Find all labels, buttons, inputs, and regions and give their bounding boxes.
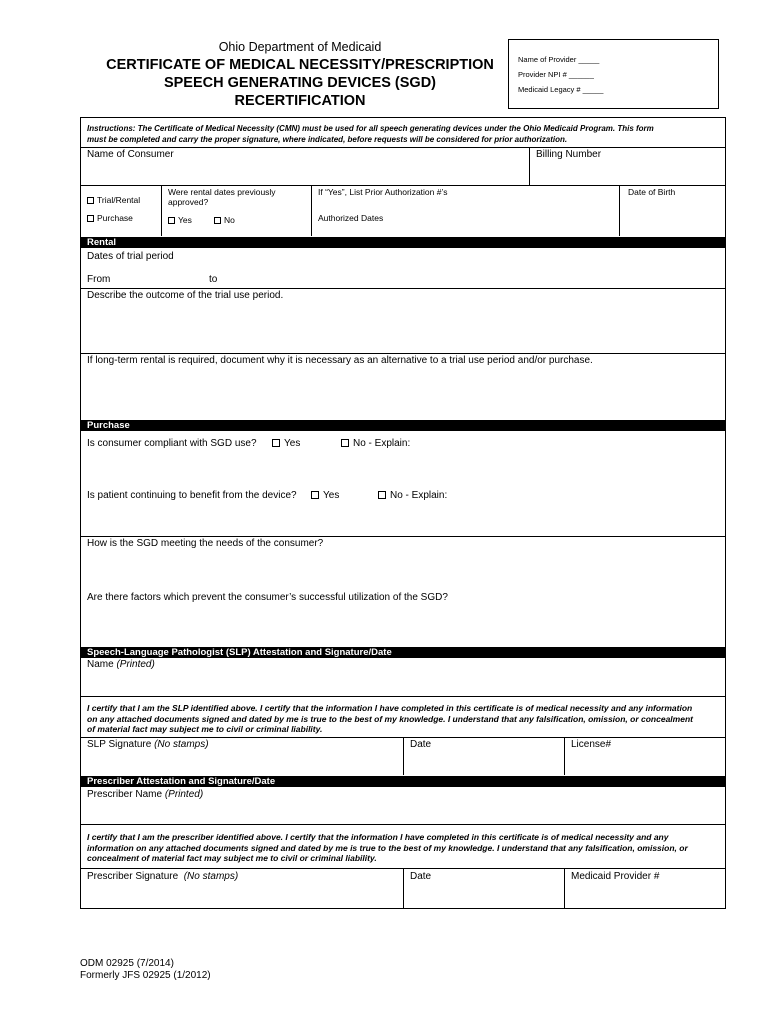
instructions xyxy=(87,124,654,145)
prescriber-signature-label: Prescriber Signature (No stamps) xyxy=(87,871,239,882)
prior-auth-label: If “Yes”, List Prior Authorization #’s xyxy=(318,187,448,197)
slp-date-label: Date xyxy=(410,739,432,750)
slp-certification: I certify that I am the SLP identified above. I certify that the information I have completed in this certificate is of medical necessity and any information on any attached documents signed and dated by me is true to the best of my knowledge. I understand that any falsification, omission, or concealment of material fact may subject me to civil or criminal liability. xyxy=(87,703,693,734)
benefit-no-checkbox[interactable] xyxy=(378,491,386,499)
form-title xyxy=(80,56,520,110)
rental-section-heading: Rental xyxy=(81,237,725,248)
rental-yes-checkbox[interactable] xyxy=(168,217,175,224)
compliant-question: Is consumer compliant with SGD use? xyxy=(87,438,257,449)
to-label: to xyxy=(209,274,218,285)
prescriber-section-heading: Prescriber Attestation and Signature/Date xyxy=(81,776,725,787)
form-number: ODM 02925 (7/2014) xyxy=(80,958,174,969)
slp-section-heading: Speech-Language Pathologist (SLP) Attestation and Signature/Date xyxy=(81,647,725,658)
provider-npi-field[interactable]: Provider NPI # ______ xyxy=(518,70,594,79)
prescriber-name-label: Prescriber Name (Printed) xyxy=(87,789,204,800)
prescriber-certification: I certify that I am the prescriber identified above. I certify that the information I have completed in this certificate is of medical necessity and any information on any attached documents signed and dated by me is true to the best of my knowledge. I understand that any falsification, omission, or concealment of material fact may subject me to civil or criminal liability. xyxy=(87,832,688,863)
purchase-option[interactable]: Purchase xyxy=(87,213,133,223)
formerly-form-number: Formerly JFS 02925 (1/2012) xyxy=(80,970,211,981)
benefit-question: Is patient continuing to benefit from the device? xyxy=(87,490,297,501)
compliant-no-checkbox[interactable] xyxy=(341,439,349,447)
department-name: Ohio Department of Medicaid xyxy=(218,40,382,54)
sgd-needs-question: How is the SGD meeting the needs of the consumer? xyxy=(87,538,324,549)
compliant-yes[interactable]: Yes xyxy=(272,438,300,449)
title-line-2: SPEECH GENERATING DEVICES (SGD) xyxy=(163,75,437,91)
provider-name-field[interactable]: Name of Provider _____ xyxy=(518,55,600,64)
billing-number-label: Billing Number xyxy=(536,149,602,160)
medicaid-legacy-field[interactable]: Medicaid Legacy # _____ xyxy=(518,85,604,94)
benefit-yes-checkbox[interactable] xyxy=(311,491,319,499)
slp-signature-label: SLP Signature (No stamps) xyxy=(87,739,209,750)
compliant-no[interactable]: No - Explain: xyxy=(341,438,410,449)
form-footer xyxy=(80,958,211,982)
slp-name-label: Name (Printed) xyxy=(87,659,155,670)
trial-rental-checkbox[interactable] xyxy=(87,197,94,204)
title-line-3: RECERTIFICATION xyxy=(234,93,366,109)
from-label: From xyxy=(87,274,111,285)
medicaid-provider-label: Medicaid Provider # xyxy=(571,871,660,882)
compliant-yes-checkbox[interactable] xyxy=(272,439,280,447)
rental-approved-yes[interactable]: Yes xyxy=(168,215,192,225)
rental-approved-no[interactable]: No xyxy=(214,215,235,225)
purchase-section-heading: Purchase xyxy=(81,420,725,431)
sgd-factors-question: Are there factors which prevent the consumer’s successful utilization of the SGD? xyxy=(87,592,448,603)
trial-rental-option[interactable]: Trial/Rental xyxy=(87,195,140,205)
cmn-form xyxy=(80,117,726,909)
slp-license-label: License# xyxy=(571,739,612,750)
title-line-1: CERTIFICATE OF MEDICAL NECESSITY/PRESCRIPTION xyxy=(106,57,494,73)
trial-outcome-label: Describe the outcome of the trial use period. xyxy=(87,290,284,301)
purchase-checkbox[interactable] xyxy=(87,215,94,222)
date-of-birth-label: Date of Birth xyxy=(628,187,676,197)
consumer-name-label: Name of Consumer xyxy=(87,149,174,160)
long-term-rental-label: If long-term rental is required, document why it is necessary as an alternative to a trial use period and/or purchase. xyxy=(87,355,593,366)
dates-trial-label: Dates of trial period xyxy=(87,251,174,262)
rental-dates-question: Were rental dates previously approved? xyxy=(168,187,276,207)
benefit-no[interactable]: No - Explain: xyxy=(378,490,447,501)
rental-no-checkbox[interactable] xyxy=(214,217,221,224)
prescriber-date-label: Date xyxy=(410,871,432,882)
instructions-line-1: Instructions: The Certificate of Medical Necessity (CMN) must be used for all speech generating devices under the Ohio Medicaid Program. This form xyxy=(87,124,654,133)
provider-info-box xyxy=(508,39,719,109)
instructions-line-2: must be completed and carry the proper signature, where indicated, before requests will be considered for prior authorization. xyxy=(87,134,568,144)
benefit-yes[interactable]: Yes xyxy=(311,490,339,501)
authorized-dates-label: Authorized Dates xyxy=(318,213,384,223)
